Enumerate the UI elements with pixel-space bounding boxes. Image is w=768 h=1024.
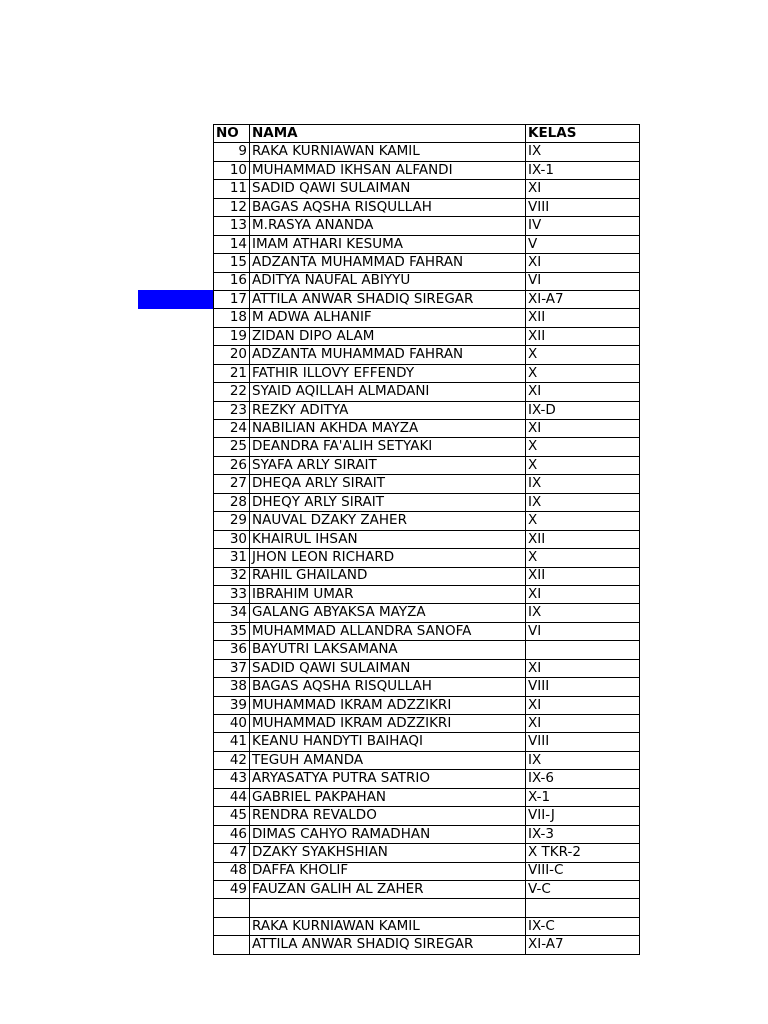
cell-nama[interactable]: KHAIRUL IHSAN [250,530,526,548]
cell-no[interactable]: 40 [214,715,250,733]
cell-no[interactable]: 15 [214,254,250,272]
cell-no[interactable] [214,899,250,917]
cell-no[interactable]: 35 [214,622,250,640]
cell-nama[interactable] [250,899,526,917]
cell-nama[interactable]: GABRIEL PAKPAHAN [250,788,526,806]
table-row [214,659,640,677]
table-row [214,899,640,917]
table-row [214,807,640,825]
table-row [214,161,640,179]
cell-no[interactable]: 25 [214,438,250,456]
table-row [214,936,640,954]
cell-nama[interactable]: DZAKY SYAKHSHIAN [250,844,526,862]
cell-nama[interactable]: IBRAHIM UMAR [250,585,526,603]
cell-nama[interactable]: ADZANTA MUHAMMAD FAHRAN [250,346,526,364]
cell-nama[interactable]: ATTILA ANWAR SHADIQ SIREGAR [250,936,526,954]
cell-kelas[interactable]: X [526,438,640,456]
cell-nama[interactable]: DIMAS CAHYO RAMADHAN [250,825,526,843]
cell-kelas[interactable]: VII-J [526,807,640,825]
cell-kelas[interactable]: XI [526,254,640,272]
cell-kelas[interactable]: XI [526,715,640,733]
cell-nama[interactable]: MUHAMMAD IKRAM ADZZIKRI [250,715,526,733]
cell-no[interactable]: 29 [214,512,250,530]
cell-kelas[interactable]: X [526,549,640,567]
cell-nama[interactable]: DHEQY ARLY SIRAIT [250,493,526,511]
cell-nama[interactable]: RENDRA REVALDO [250,807,526,825]
cell-kelas[interactable]: VIII [526,678,640,696]
cell-nama[interactable]: RAKA KURNIAWAN KAMIL [250,917,526,935]
cell-kelas[interactable]: IX-6 [526,770,640,788]
cell-no[interactable]: 49 [214,880,250,898]
table-row [214,364,640,382]
cell-no[interactable]: 41 [214,733,250,751]
cell-nama[interactable]: MUHAMMAD IKHSAN ALFANDI [250,161,526,179]
table-row [214,751,640,769]
cell-kelas[interactable]: XII [526,327,640,345]
table-row [214,272,640,290]
table-row [214,733,640,751]
cell-kelas[interactable]: IX-C [526,917,640,935]
cell-no[interactable]: 34 [214,604,250,622]
cell-no[interactable]: 24 [214,420,250,438]
cell-kelas[interactable]: IX [526,143,640,161]
cell-kelas[interactable]: V-C [526,880,640,898]
cell-nama[interactable]: DEANDRA FA'ALIH SETYAKI [250,438,526,456]
table-body [214,143,640,954]
cell-nama[interactable]: SADID QAWI SULAIMAN [250,180,526,198]
cell-no[interactable]: 9 [214,143,250,161]
cell-kelas[interactable] [526,641,640,659]
table-row [214,549,640,567]
cell-no[interactable]: 28 [214,493,250,511]
cell-kelas[interactable]: V [526,235,640,253]
cell-no[interactable]: 45 [214,807,250,825]
cell-kelas[interactable]: IV [526,217,640,235]
cell-nama[interactable]: ADITYA NAUFAL ABIYYU [250,272,526,290]
cell-no[interactable] [214,917,250,935]
cell-nama[interactable]: MUHAMMAD IKRAM ADZZIKRI [250,696,526,714]
table-row [214,678,640,696]
cell-no[interactable]: 13 [214,217,250,235]
cell-kelas[interactable]: XI [526,585,640,603]
cell-kelas[interactable]: X [526,346,640,364]
cell-no[interactable]: 31 [214,549,250,567]
table-row [214,493,640,511]
cell-nama[interactable]: BAGAS AQSHA RISQULLAH [250,678,526,696]
table-row [214,254,640,272]
table-row [214,309,640,327]
cell-no[interactable]: 20 [214,346,250,364]
cell-nama[interactable]: DHEQA ARLY SIRAIT [250,475,526,493]
cell-no[interactable]: 17 [214,290,250,308]
cell-nama[interactable]: FAUZAN GALIH AL ZAHER [250,880,526,898]
cell-nama[interactable]: JHON LEON RICHARD [250,549,526,567]
cell-kelas[interactable]: XI [526,659,640,677]
cell-kelas[interactable]: IX-3 [526,825,640,843]
cell-no[interactable]: 16 [214,272,250,290]
header-nama[interactable]: NAMA [250,125,526,143]
cell-no[interactable]: 22 [214,383,250,401]
cell-kelas[interactable]: XI [526,420,640,438]
cell-no[interactable]: 39 [214,696,250,714]
cell-nama[interactable]: REZKY ADITYA [250,401,526,419]
cell-kelas[interactable]: X [526,456,640,474]
header-no[interactable]: NO [214,125,250,143]
table-row [214,696,640,714]
cell-no[interactable]: 48 [214,862,250,880]
cell-no[interactable]: 12 [214,198,250,216]
cell-no[interactable]: 23 [214,401,250,419]
table-row [214,530,640,548]
table-row [214,198,640,216]
table-row [214,917,640,935]
cell-nama[interactable]: DAFFA KHOLIF [250,862,526,880]
cell-nama[interactable]: IMAM ATHARI KESUMA [250,235,526,253]
cell-no[interactable]: 18 [214,309,250,327]
table-row [214,383,640,401]
cell-nama[interactable]: SYAFA ARLY SIRAIT [250,456,526,474]
cell-nama[interactable]: SYAID AQILLAH ALMADANI [250,383,526,401]
cell-kelas[interactable]: IX-D [526,401,640,419]
cell-nama[interactable]: ARYASATYA PUTRA SATRIO [250,770,526,788]
cell-no[interactable]: 43 [214,770,250,788]
cell-kelas[interactable]: X TKR-2 [526,844,640,862]
cell-no[interactable]: 32 [214,567,250,585]
cell-nama[interactable]: M ADWA ALHANIF [250,309,526,327]
cell-no[interactable]: 21 [214,364,250,382]
table-row [214,844,640,862]
table-row [214,420,640,438]
cell-no[interactable]: 44 [214,788,250,806]
table-row [214,770,640,788]
cell-no[interactable]: 36 [214,641,250,659]
cell-no[interactable]: 33 [214,585,250,603]
cell-nama[interactable]: FATHIR ILLOVY EFFENDY [250,364,526,382]
table-row [214,327,640,345]
cell-nama[interactable]: BAYUTRI LAKSAMANA [250,641,526,659]
table-row [214,180,640,198]
cell-kelas[interactable]: XI [526,180,640,198]
header-row [214,125,640,143]
cell-nama[interactable]: KEANU HANDYTI BAIHAQI [250,733,526,751]
table-row [214,512,640,530]
cell-kelas[interactable]: IX [526,604,640,622]
table-row [214,235,640,253]
cell-kelas[interactable]: XI-A7 [526,290,640,308]
cell-kelas[interactable]: VIII [526,733,640,751]
highlighted-cell[interactable] [138,290,213,309]
cell-kelas[interactable]: VIII-C [526,862,640,880]
table-row [214,475,640,493]
cell-no[interactable]: 14 [214,235,250,253]
cell-no[interactable]: 37 [214,659,250,677]
cell-kelas[interactable]: XI [526,696,640,714]
cell-kelas[interactable]: IX-1 [526,161,640,179]
table-row [214,715,640,733]
table-row [214,290,640,308]
table-row [214,641,640,659]
cell-nama[interactable]: RAKA KURNIAWAN KAMIL [250,143,526,161]
cell-kelas[interactable]: VIII [526,198,640,216]
cell-no[interactable]: 46 [214,825,250,843]
cell-nama[interactable]: MUHAMMAD ALLANDRA SANOFA [250,622,526,640]
cell-kelas[interactable]: IX [526,493,640,511]
cell-kelas[interactable]: X [526,364,640,382]
table-row [214,862,640,880]
table-row [214,143,640,161]
table-row [214,217,640,235]
cell-no[interactable]: 38 [214,678,250,696]
cell-no[interactable]: 47 [214,844,250,862]
cell-kelas[interactable]: XII [526,309,640,327]
cell-kelas[interactable]: XII [526,530,640,548]
cell-nama[interactable]: M.RASYA ANANDA [250,217,526,235]
table-row [214,880,640,898]
cell-nama[interactable]: NABILIAN AKHDA MAYZA [250,420,526,438]
cell-no[interactable]: 42 [214,751,250,769]
cell-kelas[interactable]: VI [526,622,640,640]
cell-no[interactable]: 26 [214,456,250,474]
table-row [214,567,640,585]
cell-kelas[interactable]: IX [526,751,640,769]
cell-nama[interactable]: GALANG ABYAKSA MAYZA [250,604,526,622]
cell-kelas[interactable]: XII [526,567,640,585]
cell-kelas[interactable] [526,899,640,917]
cell-kelas[interactable]: X-1 [526,788,640,806]
table-row [214,456,640,474]
cell-nama[interactable]: SADID QAWI SULAIMAN [250,659,526,677]
cell-no[interactable] [214,936,250,954]
table-row [214,346,640,364]
table-row [214,401,640,419]
table-row [214,788,640,806]
cell-nama[interactable]: RAHIL GHAILAND [250,567,526,585]
cell-nama[interactable]: BAGAS AQSHA RISQULLAH [250,198,526,216]
cell-nama[interactable]: ADZANTA MUHAMMAD FAHRAN [250,254,526,272]
table-row [214,622,640,640]
cell-no[interactable]: 27 [214,475,250,493]
cell-no[interactable]: 19 [214,327,250,345]
cell-no[interactable]: 11 [214,180,250,198]
cell-kelas[interactable]: IX [526,475,640,493]
table-row [214,438,640,456]
table-row [214,825,640,843]
cell-nama[interactable]: ZIDAN DIPO ALAM [250,327,526,345]
cell-kelas[interactable]: XI-A7 [526,936,640,954]
cell-nama[interactable]: TEGUH AMANDA [250,751,526,769]
cell-no[interactable]: 10 [214,161,250,179]
cell-kelas[interactable]: X [526,512,640,530]
cell-kelas[interactable]: VI [526,272,640,290]
cell-nama[interactable]: ATTILA ANWAR SHADIQ SIREGAR [250,290,526,308]
cell-no[interactable]: 30 [214,530,250,548]
cell-kelas[interactable]: XI [526,383,640,401]
header-kelas[interactable]: KELAS [526,125,640,143]
table-row [214,585,640,603]
student-table [213,124,640,955]
table-row [214,604,640,622]
cell-nama[interactable]: NAUVAL DZAKY ZAHER [250,512,526,530]
